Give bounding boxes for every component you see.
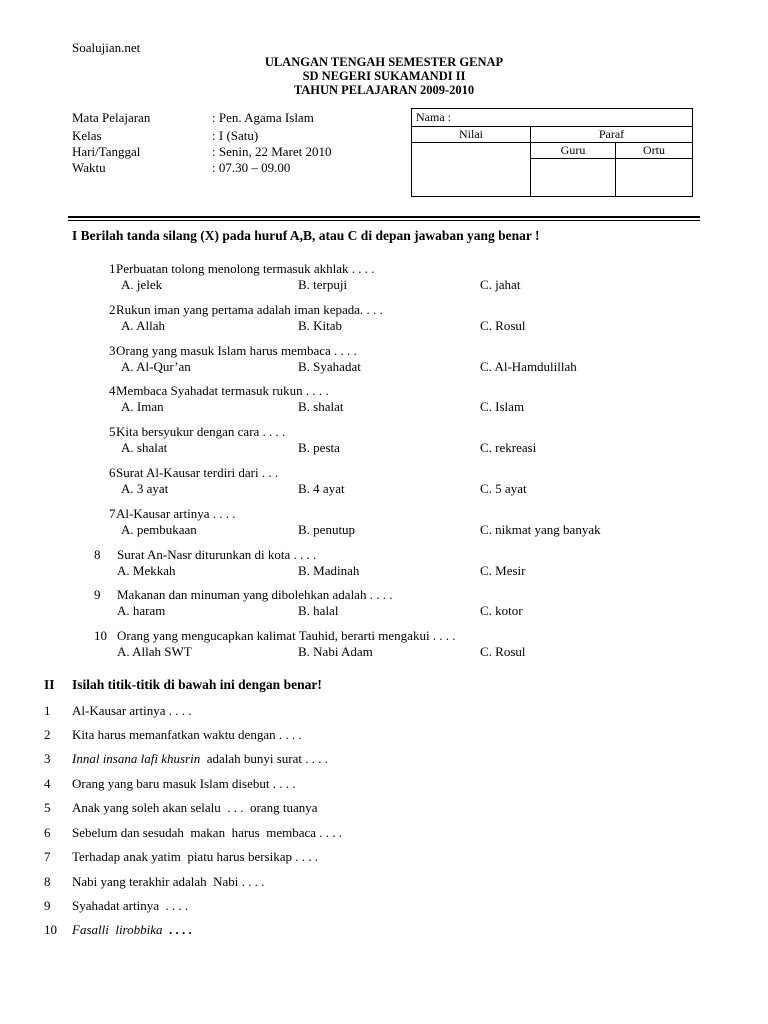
question-text: Orang yang masuk Islam harus membaca . . . . [116, 343, 357, 358]
nilai-header: Nilai [412, 127, 531, 143]
option-c[interactable]: C. Al-Hamdulillah [480, 359, 577, 374]
paraf-header: Paraf [531, 127, 693, 143]
item-number: 9 [44, 898, 51, 913]
item-text: Sebelum dan sesudah makan harus membaca . . . . [72, 825, 343, 840]
option-a[interactable]: A. Al-Qur’an [121, 359, 191, 374]
section2-title: Isilah titik-titik di bawah ini dengan benar! [72, 677, 322, 692]
item-text: Orang yang baru masuk Islam disebut . . . . [72, 776, 296, 791]
question-number: 6 [109, 465, 116, 480]
question-text: Surat An-Nasr diturunkan di kota . . . . [117, 547, 317, 562]
nilai-cell[interactable] [412, 143, 531, 197]
item-number: 10 [44, 922, 57, 937]
question-text: Makanan dan minuman yang dibolehkan adalah . . . . [117, 587, 393, 602]
question-text: Surat Al-Kausar terdiri dari . . . [116, 465, 279, 480]
info-value: : 07.30 – 09.00 [212, 160, 291, 175]
item-text: Syahadat artinya . . . . [72, 898, 189, 913]
item-text: Kita harus memanfatkan waktu dengan . . . . [72, 727, 302, 742]
option-c[interactable]: C. Rosul [480, 644, 526, 659]
option-b[interactable]: B. Madinah [298, 563, 360, 578]
item-number: 8 [44, 874, 51, 889]
option-a[interactable]: A. Mekkah [117, 563, 176, 578]
info-label: Hari/Tanggal [72, 144, 141, 159]
divider [68, 220, 700, 221]
option-b[interactable]: B. 4 ayat [298, 481, 345, 496]
option-c[interactable]: C. nikmat yang banyak [480, 522, 601, 537]
item-text: Al-Kausar artinya . . . . [72, 703, 192, 718]
item-number: 6 [44, 825, 51, 840]
score-box [411, 108, 693, 197]
option-a[interactable]: A. Iman [121, 399, 164, 414]
guru-header: Guru [531, 143, 616, 159]
option-b[interactable]: B. halal [298, 603, 339, 618]
item-text-rest: adalah bunyi surat . . . . [200, 751, 329, 766]
option-c[interactable]: C. 5 ayat [480, 481, 527, 496]
name-field[interactable]: Nama : [412, 109, 693, 127]
info-value: : I (Satu) [212, 128, 259, 143]
item-number: 3 [44, 751, 51, 766]
item-number: 5 [44, 800, 51, 815]
question-number: 3 [109, 343, 116, 358]
question-number: 10 [94, 628, 107, 643]
option-a[interactable]: A. haram [117, 603, 166, 618]
exam-title: ULANGAN TENGAH SEMESTER GENAP [264, 55, 504, 69]
option-c[interactable]: C. Rosul [480, 318, 526, 333]
question-number: 4 [109, 383, 116, 398]
item-text [72, 751, 328, 767]
question-text: Orang yang mengucapkan kalimat Tauhid, berarti mengakui . . . . [117, 628, 456, 643]
item-number: 4 [44, 776, 51, 791]
guru-signature-cell[interactable] [531, 159, 616, 197]
item-text: Nabi yang terakhir adalah Nabi . . . . [72, 874, 265, 889]
option-c[interactable]: C. jahat [480, 277, 521, 292]
question-number: 5 [109, 424, 116, 439]
question-text: Al-Kausar artinya . . . . [116, 506, 236, 521]
option-c[interactable]: C. rekreasi [480, 440, 537, 455]
option-a[interactable]: A. jelek [121, 277, 163, 292]
option-a[interactable]: A. shalat [121, 440, 168, 455]
item-number: 2 [44, 727, 51, 742]
question-text: Rukun iman yang pertama adalah iman kepada. . . . [116, 302, 383, 317]
question-number: 1 [109, 261, 116, 276]
info-label: Kelas [72, 128, 102, 143]
option-a[interactable]: A. Allah [121, 318, 166, 333]
option-c[interactable]: C. Mesir [480, 563, 526, 578]
option-c[interactable]: C. Islam [480, 399, 525, 414]
ortu-header: Ortu [616, 143, 693, 159]
option-b[interactable]: B. pesta [298, 440, 340, 455]
school-name: SD NEGERI SUKAMANDI II [302, 69, 466, 83]
option-b[interactable]: B. terpuji [298, 277, 348, 292]
question-number: 2 [109, 302, 116, 317]
option-b[interactable]: B. penutup [298, 522, 356, 537]
option-a[interactable]: A. Allah SWT [117, 644, 192, 659]
item-number: 1 [44, 703, 51, 718]
question-text: Membaca Syahadat termasuk rukun . . . . [116, 383, 329, 398]
option-c[interactable]: C. kotor [480, 603, 523, 618]
option-a[interactable]: A. 3 ayat [121, 481, 169, 496]
option-b[interactable]: B. Kitab [298, 318, 343, 333]
info-value: : Senin, 22 Maret 2010 [212, 144, 332, 159]
item-text: Anak yang soleh akan selalu . . . orang tuanya [72, 800, 318, 815]
item-text-rest: . . . . [162, 922, 192, 937]
ortu-signature-cell[interactable] [616, 159, 693, 197]
info-label: Mata Pelajaran [72, 110, 151, 125]
option-b[interactable]: B. Syahadat [298, 359, 361, 374]
item-text [72, 922, 192, 938]
question-number: 7 [109, 506, 116, 521]
option-b[interactable]: B. shalat [298, 399, 344, 414]
arabic-phrase: Innal insana lafi khusrin [72, 751, 201, 766]
divider [68, 216, 700, 218]
info-label: Waktu [72, 160, 106, 175]
option-b[interactable]: B. Nabi Adam [298, 644, 373, 659]
source-label: Soalujian.net [72, 40, 141, 55]
item-number: 7 [44, 849, 51, 864]
question-text: Perbuatan tolong menolong termasuk akhlak . . . . [116, 261, 375, 276]
section2-number: II [44, 677, 55, 692]
question-text: Kita bersyukur dengan cara . . . . [116, 424, 286, 439]
arabic-phrase: Fasalli lirobbika [72, 922, 163, 937]
question-number: 8 [94, 547, 101, 562]
info-value: : Pen. Agama Islam [212, 110, 314, 125]
option-a[interactable]: A. pembukaan [121, 522, 197, 537]
academic-year: TAHUN PELAJARAN 2009-2010 [293, 83, 475, 97]
section1-title: I Berilah tanda silang (X) pada huruf A,B, atau C di depan jawaban yang benar ! [72, 228, 540, 243]
question-number: 9 [94, 587, 101, 602]
item-text: Terhadap anak yatim piatu harus bersikap . . . . [72, 849, 319, 864]
